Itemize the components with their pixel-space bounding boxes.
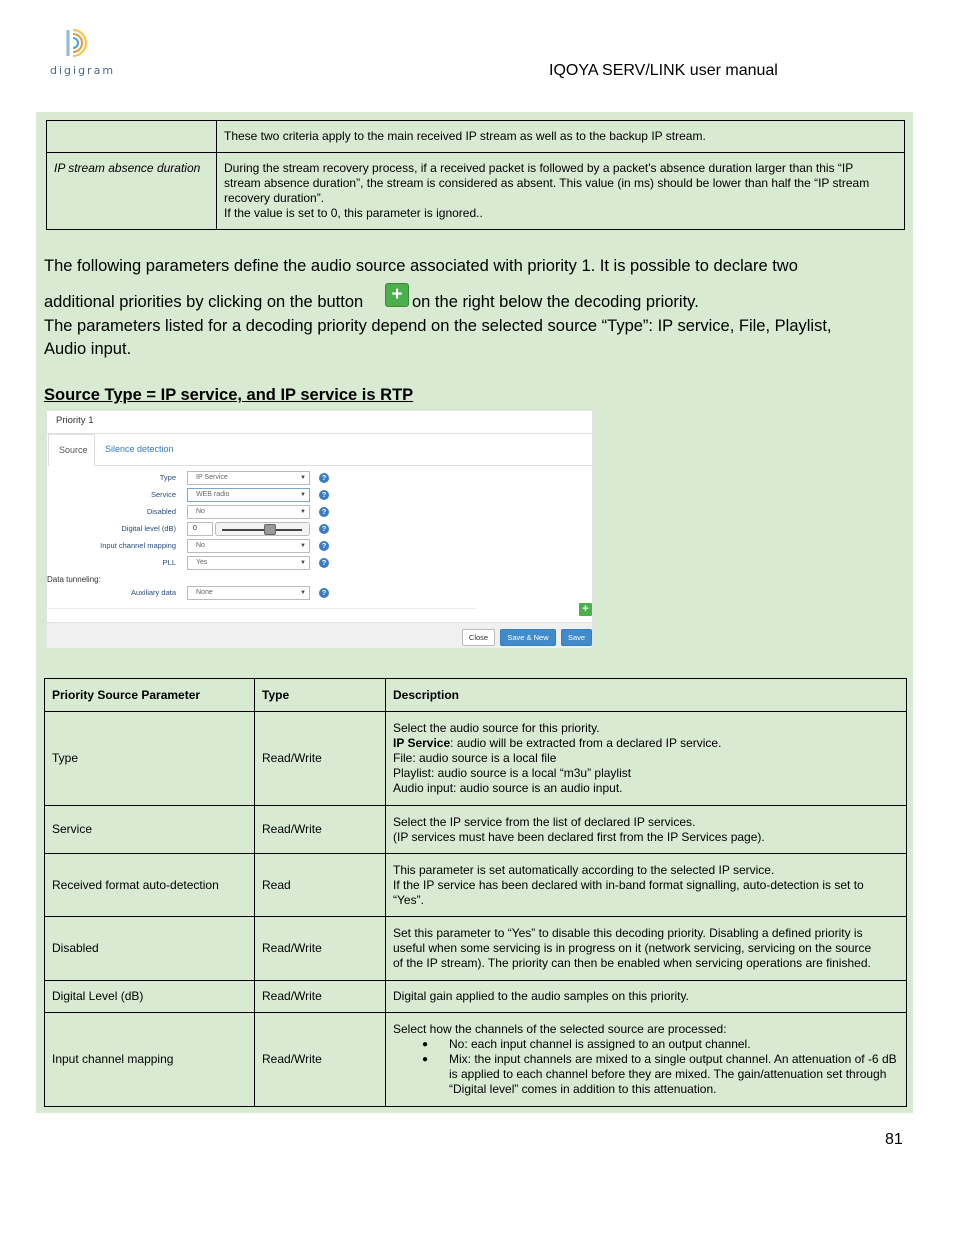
desc-line: Set this parameter to “Yes” to disable this decoding priority. Disabling a defined priority is xyxy=(393,926,863,940)
table-cell-desc xyxy=(386,1013,907,1107)
desc-line: recovery duration”. xyxy=(224,191,325,205)
bullet-list xyxy=(393,1037,899,1097)
intro-line-4: Audio input. xyxy=(44,340,132,358)
tab-source[interactable]: Source xyxy=(48,434,95,466)
table-cell-desc xyxy=(386,854,907,917)
pll-select[interactable]: Yes ▼ xyxy=(187,556,310,570)
table-cell-desc xyxy=(386,917,907,981)
field-label: Disabled xyxy=(146,507,176,516)
table-cell-type: Read/Write xyxy=(255,981,386,1013)
disabled-select[interactable]: No ▼ xyxy=(187,505,310,519)
desc-line: Select how the channels of the selected source are processed: xyxy=(393,1022,727,1036)
dropdown-arrow-icon: ▼ xyxy=(300,475,306,481)
slider-track xyxy=(222,529,302,531)
auxiliary-data-select[interactable]: None ▼ xyxy=(187,586,310,600)
dropdown-arrow-icon: ▼ xyxy=(300,509,306,515)
table-row xyxy=(45,981,907,1013)
dropdown-arrow-icon: ▼ xyxy=(300,590,306,596)
add-priority-button[interactable]: + xyxy=(579,603,592,616)
table-row xyxy=(45,854,907,917)
digigram-logo-icon xyxy=(64,26,98,62)
list-item: ● Mix: the input channels are mixed to a single output channel. An attenuation of -6 dB is applied to each channel before they are mixed. The gain/attenuation set through “Digital level” comes in addition to this attenuation. xyxy=(393,1052,899,1097)
field-label: Auxiliary data xyxy=(130,588,176,597)
desc-line: Audio input: audio source is an audio input. xyxy=(393,781,623,795)
section-heading: Source Type = IP service, and IP service is RTP xyxy=(44,386,414,404)
field-label: Input channel mapping xyxy=(100,541,176,550)
table-row xyxy=(45,712,907,806)
help-icon[interactable]: ? xyxy=(319,490,329,500)
desc-text: : audio will be extracted from a declared IP service. xyxy=(450,736,722,750)
desc-line: stream absence duration”, the stream is considered as absent. This value (in ms) should be lower than half the “IP stream xyxy=(224,176,870,190)
desc-line: If the IP service has been declared with in-band format signalling, auto-detection is set to xyxy=(393,877,864,892)
field-type xyxy=(47,471,594,485)
help-icon[interactable]: ? xyxy=(319,541,329,551)
intro-line-3: The parameters listed for a decoding priority depend on the selected source “Type”: IP service, File, Playlist, xyxy=(44,317,832,335)
desc-line: (IP services must have been declared first from the IP Services page). xyxy=(393,829,765,844)
desc-line: Select the audio source for this priority. xyxy=(393,721,600,735)
dropdown-arrow-icon: ▼ xyxy=(300,560,306,566)
intro-line-2b: on the right below the decoding priority. xyxy=(412,293,699,311)
field-label: PLL xyxy=(162,558,176,567)
desc-line: “Yes”. xyxy=(393,892,424,907)
document-title: IQOYA SERV/LINK user manual xyxy=(549,62,778,79)
column-header: Type xyxy=(255,679,386,712)
desc-line: This parameter is set automatically according to the selected IP service. xyxy=(393,862,775,877)
priority-form-screenshot xyxy=(46,410,593,648)
table-cell-desc xyxy=(386,712,907,806)
field-label: Type xyxy=(159,473,176,482)
logo-text: digigram xyxy=(50,64,116,77)
divider xyxy=(47,608,477,609)
field-digital-level xyxy=(47,522,594,536)
table-cell-type: Read xyxy=(255,854,386,917)
desc-line: File: audio source is a local file xyxy=(393,751,557,765)
table-row xyxy=(45,806,907,854)
table-cell-param: Disabled xyxy=(45,917,255,981)
help-icon[interactable]: ? xyxy=(319,588,329,598)
field-pll xyxy=(47,556,594,570)
desc-line xyxy=(393,736,899,751)
desc-line: Playlist: audio source is a local “m3u” playlist xyxy=(393,766,632,780)
table-cell-type: Read/Write xyxy=(255,917,386,981)
input-channel-mapping-select[interactable]: No ▼ xyxy=(187,539,310,553)
help-icon[interactable]: ? xyxy=(319,473,329,483)
page-number: 81 xyxy=(885,1131,903,1148)
type-select[interactable]: IP Service ▼ xyxy=(187,471,310,485)
intro-line-1: The following parameters define the audio source associated with priority 1. It is possible to declare two xyxy=(44,257,798,275)
digigram-logo xyxy=(50,26,116,78)
table-cell-type: Read/Write xyxy=(255,1013,386,1107)
table-row xyxy=(47,153,905,230)
desc-bold: IP Service xyxy=(393,736,451,750)
help-icon[interactable]: ? xyxy=(319,558,329,568)
desc-line: useful when some servicing is in progress on it (network servicing, servicing on the source xyxy=(393,941,872,955)
table-cell-desc xyxy=(217,153,905,230)
table-cell-param xyxy=(47,121,217,153)
digital-level-input[interactable]: 0 xyxy=(187,522,213,536)
add-priority-plus-icon: + xyxy=(385,283,409,307)
dropdown-arrow-icon: ▼ xyxy=(300,492,306,498)
desc-line: If the value is set to 0, this parameter is ignored.. xyxy=(224,206,483,220)
tabs-underline xyxy=(95,465,594,466)
service-select[interactable]: WEB radio ▼ xyxy=(187,488,310,502)
table-cell-param: Digital Level (dB) xyxy=(45,981,255,1013)
tab-silence-detection[interactable]: Silence detection xyxy=(105,444,174,454)
intro-line-2a: additional priorities by clicking on the button xyxy=(44,293,364,311)
table-cell-type: Read/Write xyxy=(255,712,386,806)
desc-line: of the IP stream). The priority can then be enabled when servicing operations are finished. xyxy=(393,956,871,970)
slider-handle[interactable] xyxy=(264,524,276,535)
desc-line: Select the IP service from the list of declared IP services. xyxy=(393,814,696,829)
list-item: ● No: each input channel is assigned to an output channel. xyxy=(393,1037,899,1052)
field-label: Service xyxy=(150,490,176,499)
field-label: Digital level (dB) xyxy=(121,524,176,533)
priority-title: Priority 1 xyxy=(56,415,94,426)
table-cell-desc: Digital gain applied to the audio samples on this priority. xyxy=(386,981,907,1013)
save-and-new-button[interactable]: Save & New xyxy=(500,629,556,646)
table-cell-param: Input channel mapping xyxy=(45,1013,255,1107)
table-cell-param: Received format auto-detection xyxy=(45,854,255,917)
digital-level-slider[interactable] xyxy=(215,522,310,536)
priority-source-params-table xyxy=(44,678,907,1107)
desc-line: During the stream recovery process, if a received packet is followed by a packet's absence duration larger than this “IP xyxy=(224,161,854,175)
field-service xyxy=(47,488,594,502)
data-tunneling-label: Data tunneling: xyxy=(47,575,101,584)
table-row xyxy=(45,917,907,981)
table-row xyxy=(47,121,905,153)
field-disabled xyxy=(47,505,594,519)
field-auxiliary-data xyxy=(47,586,594,600)
table-cell-desc: These two criteria apply to the main received IP stream as well as to the backup IP stream. xyxy=(217,121,905,153)
table-cell-param: Service xyxy=(45,806,255,854)
dropdown-arrow-icon: ▼ xyxy=(300,543,306,549)
table-cell-param: IP stream absence duration xyxy=(47,153,217,230)
help-icon[interactable]: ? xyxy=(319,507,329,517)
table-header-row xyxy=(45,679,907,712)
column-header: Description xyxy=(386,679,907,712)
save-button[interactable]: Save xyxy=(561,629,592,646)
table-cell-param: Type xyxy=(45,712,255,806)
field-input-channel-mapping xyxy=(47,539,594,553)
table-cell-desc xyxy=(386,806,907,854)
form-footer xyxy=(47,622,592,648)
column-header: Priority Source Parameter xyxy=(45,679,255,712)
table-row xyxy=(45,1013,907,1107)
table-cell-type: Read/Write xyxy=(255,806,386,854)
close-button[interactable]: Close xyxy=(462,629,495,646)
help-icon[interactable]: ? xyxy=(319,524,329,534)
ip-stream-params-table xyxy=(46,120,905,230)
